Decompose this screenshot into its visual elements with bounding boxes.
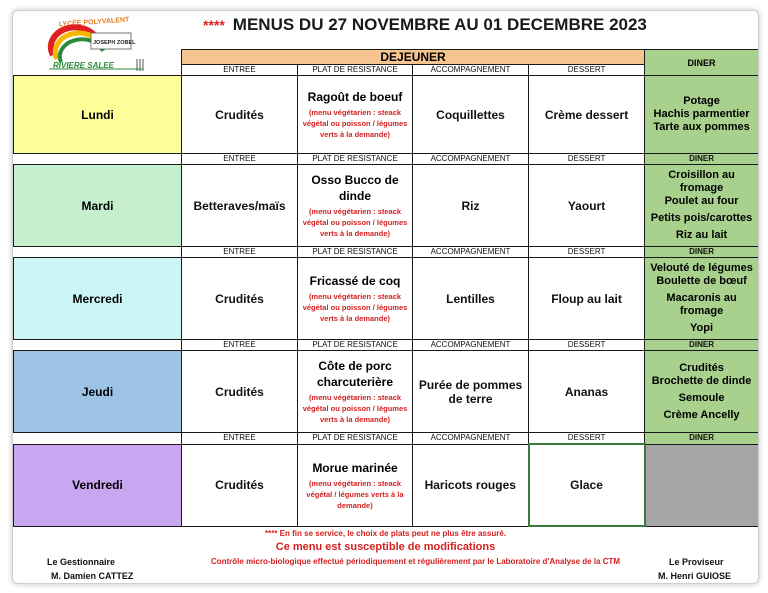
col-diner: DINER	[645, 154, 759, 165]
col-entree: ENTREE	[182, 340, 298, 351]
page-title	[203, 15, 753, 35]
diner-item: Crudités	[679, 361, 724, 374]
entree-cell: Crudités	[182, 351, 298, 433]
col-accompagnement: ACCOMPAGNEMENT	[413, 340, 529, 351]
plat-vegetarian-note: (menu végétarien : steack végétal ou poisson / légumes verts à la demande)	[302, 292, 408, 323]
column-header-row	[14, 154, 759, 165]
plat-cell	[298, 351, 413, 433]
day-name: Lundi	[14, 76, 182, 154]
diner-cell	[645, 444, 759, 526]
header-row	[14, 50, 759, 65]
title-stars: ****	[203, 17, 225, 33]
column-header-row	[14, 433, 759, 445]
title-text: MENUS DU 27 NOVEMBRE AU 01 DECEMBRE 2023	[232, 15, 647, 34]
plat-cell	[298, 444, 413, 526]
column-header-row	[14, 340, 759, 351]
col-entree: ENTREE	[182, 65, 298, 76]
accompagnement-cell: Purée de pommes de terre	[413, 351, 529, 433]
entree-cell: Crudités	[182, 258, 298, 340]
diner-item: Boulette de bœuf	[656, 275, 747, 287]
plat-cell	[298, 165, 413, 247]
menu-sheet	[12, 10, 759, 584]
entree-cell: Crudités	[182, 76, 298, 154]
col-entree: ENTREE	[182, 247, 298, 258]
footer-service-note: **** En fin se service, le choix de plats peut ne plus être assuré.	[265, 529, 506, 538]
diner-item: Poulet au four	[664, 195, 739, 207]
col-dessert: DESSERT	[529, 433, 645, 445]
day-name: Vendredi	[14, 444, 182, 526]
plat-main: Fricassé de coq	[309, 274, 401, 288]
col-plat: PLAT DE RESISTANCE	[298, 433, 413, 445]
column-header-row	[14, 247, 759, 258]
col-dessert: DESSERT	[529, 340, 645, 351]
logo-line2: JOSEPH ZOBEL	[93, 40, 136, 46]
menu-table	[13, 49, 759, 527]
col-plat: PLAT DE RESISTANCE	[298, 340, 413, 351]
day-name: Jeudi	[14, 351, 182, 433]
col-dessert: DESSERT	[529, 247, 645, 258]
dessert-cell: Floup au lait	[529, 258, 645, 340]
day-row	[14, 444, 759, 526]
plat-main: Morue marinée	[312, 460, 398, 475]
logo-line1: LYCÉE POLYVALENT	[58, 16, 130, 29]
dessert-cell: Ananas	[529, 351, 645, 433]
col-plat: PLAT DE RESISTANCE	[298, 154, 413, 165]
accompagnement-cell: Coquillettes	[413, 76, 529, 154]
col-entree: ENTREE	[182, 154, 298, 165]
diner-item: Tarte aux pommes	[653, 121, 750, 133]
entree-cell: Betteraves/maïs	[182, 165, 298, 247]
diner-cell	[645, 76, 759, 154]
day-row	[14, 76, 759, 154]
plat-main: Osso Bucco de dinde	[311, 173, 399, 203]
gestionnaire-name: M. Damien CATTEZ	[51, 571, 134, 581]
diner-item: Yopi	[690, 322, 714, 334]
diner-item: Croisillon au fromage	[668, 169, 735, 194]
col-plat: PLAT DE RESISTANCE	[298, 247, 413, 258]
diner-item: Potage	[683, 95, 720, 107]
col-accompagnement: ACCOMPAGNEMENT	[413, 65, 529, 76]
diner-item: Macaronis au fromage	[666, 292, 737, 317]
col-accompagnement: ACCOMPAGNEMENT	[413, 433, 529, 445]
diner-item: Crème Ancelly	[663, 408, 740, 421]
col-dessert: DESSERT	[529, 65, 645, 76]
col-diner: DINER	[645, 433, 759, 445]
dessert-cell: Yaourt	[529, 165, 645, 247]
diner-item: Hachis parmentier	[653, 108, 750, 120]
plat-vegetarian-note: (menu végétarien : steack végétal ou poisson / légumes verts à la demande)	[302, 108, 408, 139]
diner-item: Riz au lait	[675, 229, 728, 241]
col-diner: DINER	[645, 340, 759, 351]
proviseur-role: Le Proviseur	[669, 557, 724, 567]
col-plat: PLAT DE RESISTANCE	[298, 65, 413, 76]
diner-cell	[645, 351, 759, 433]
dessert-cell: Crème dessert	[529, 76, 645, 154]
plat-vegetarian-note: (menu végétarien : steack végétal / légumes verts à la demande)	[306, 478, 404, 510]
entree-cell: Crudités	[182, 444, 298, 526]
dessert-cell: Glace	[529, 444, 645, 526]
header-diner: DINER	[645, 50, 759, 76]
day-row	[14, 351, 759, 433]
day-name: Mardi	[14, 165, 182, 247]
plat-cell	[298, 258, 413, 340]
plat-vegetarian-note: (menu végétarien : steack végétal ou poisson / légumes verts à la demande)	[302, 207, 408, 238]
col-diner: DINER	[645, 247, 759, 258]
header-dejeuner: DEJEUNER	[182, 50, 645, 65]
day-name: Mercredi	[14, 258, 182, 340]
day-row	[14, 165, 759, 247]
diner-cell	[645, 165, 759, 247]
diner-item: Velouté de légumes	[650, 262, 753, 274]
plat-main: Côte de porc charcuterière	[316, 359, 394, 389]
footer-warning: Ce menu est susceptible de modifications	[275, 541, 496, 553]
col-entree: ENTREE	[182, 433, 298, 445]
col-accompagnement: ACCOMPAGNEMENT	[413, 154, 529, 165]
col-dessert: DESSERT	[529, 154, 645, 165]
diner-cell	[645, 258, 759, 340]
gestionnaire-role: Le Gestionnaire	[47, 557, 116, 567]
proviseur-name: M. Henri GUIOSE	[658, 571, 732, 581]
accompagnement-cell: Haricots rouges	[413, 444, 529, 526]
plat-vegetarian-note: (menu végétarien : steack végétal ou poisson / légumes verts à la demande)	[302, 393, 408, 424]
diner-item: Petits pois/carottes	[650, 212, 753, 224]
accompagnement-cell: Riz	[413, 165, 529, 247]
diner-item: Semoule	[678, 391, 725, 404]
footer-control: Contrôle micro-biologique effectué périodiquement et régulièrement par le Laboratoire d'Analyse de la CTM	[210, 557, 621, 566]
col-accompagnement: ACCOMPAGNEMENT	[413, 247, 529, 258]
accompagnement-cell: Lentilles	[413, 258, 529, 340]
logo-line3: RIVIERE SALEE	[53, 61, 114, 70]
plat-main: Ragoût de boeuf	[307, 90, 403, 104]
diner-item: Brochette de dinde	[651, 374, 752, 387]
plat-cell	[298, 76, 413, 154]
day-row	[14, 258, 759, 340]
